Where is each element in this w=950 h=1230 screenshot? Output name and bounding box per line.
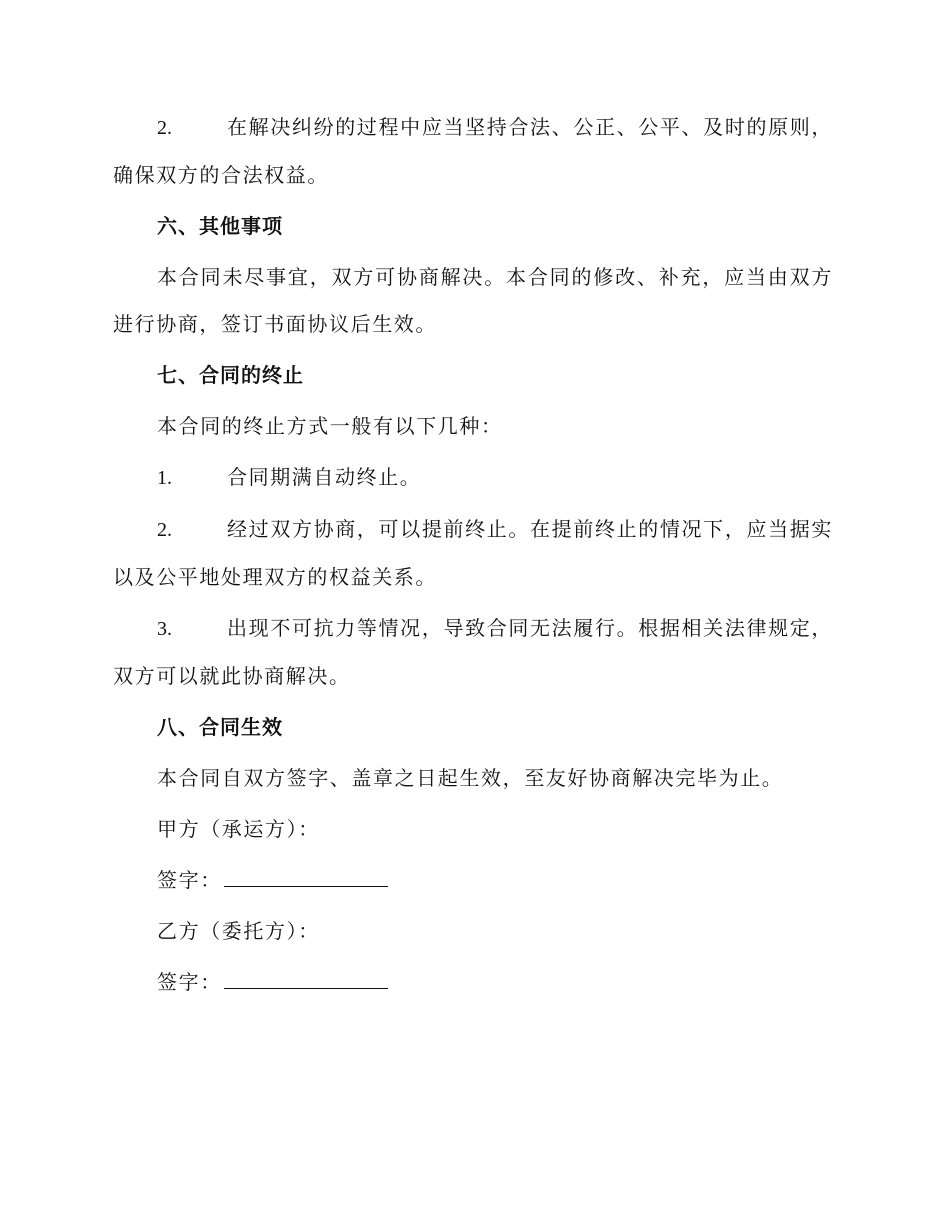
party-a-label: 甲方（承运方）： [157, 817, 320, 841]
signature-b-line[interactable] [224, 970, 388, 989]
item-number: 1. [157, 467, 172, 489]
item-number: 2. [157, 519, 172, 541]
item-number: 3. [157, 618, 172, 640]
signature-b-row [113, 959, 833, 1006]
clause-7-1 [113, 454, 833, 502]
paragraph-termination-intro: 本合同的终止方式一般有以下几种： [157, 414, 503, 438]
paragraph-other-matters: 本合同未尽事宜，双方可协商解决。本合同的修改、补充，应当由双方进行协商，签订书面协议后生效。 [113, 265, 833, 336]
section-heading-6: 六、其他事项 [157, 214, 283, 238]
item-text: 经过双方协商，可以提前终止。在提前终止的情况下，应当据实以及公平地处理双方的权益关系。 [113, 517, 833, 589]
section-heading-7: 七、合同的终止 [157, 363, 304, 387]
signature-a-line[interactable] [224, 868, 388, 887]
document-page [113, 104, 833, 1010]
item-text: 在解决纠纷的过程中应当坚持合法、公正、公平、及时的原则，确保双方的合法权益。 [113, 115, 833, 187]
paragraph-effective: 本合同自双方签字、盖章之日起生效，至友好协商解决完毕为止。 [157, 766, 784, 790]
clause-5-2 [113, 104, 833, 199]
clause-7-2 [113, 506, 833, 601]
item-number: 2. [157, 117, 172, 139]
item-text: 合同期满自动终止。 [227, 465, 422, 489]
clause-7-3 [113, 605, 833, 700]
section-heading-8: 八、合同生效 [157, 715, 283, 739]
signature-a-label: 签字： [157, 868, 222, 892]
signature-a-row [113, 857, 833, 904]
item-text: 出现不可抗力等情况，导致合同无法履行。根据相关法律规定，双方可以就此协商解决。 [113, 616, 833, 688]
party-b-label: 乙方（委托方）： [157, 919, 320, 943]
signature-b-label: 签字： [157, 970, 222, 994]
